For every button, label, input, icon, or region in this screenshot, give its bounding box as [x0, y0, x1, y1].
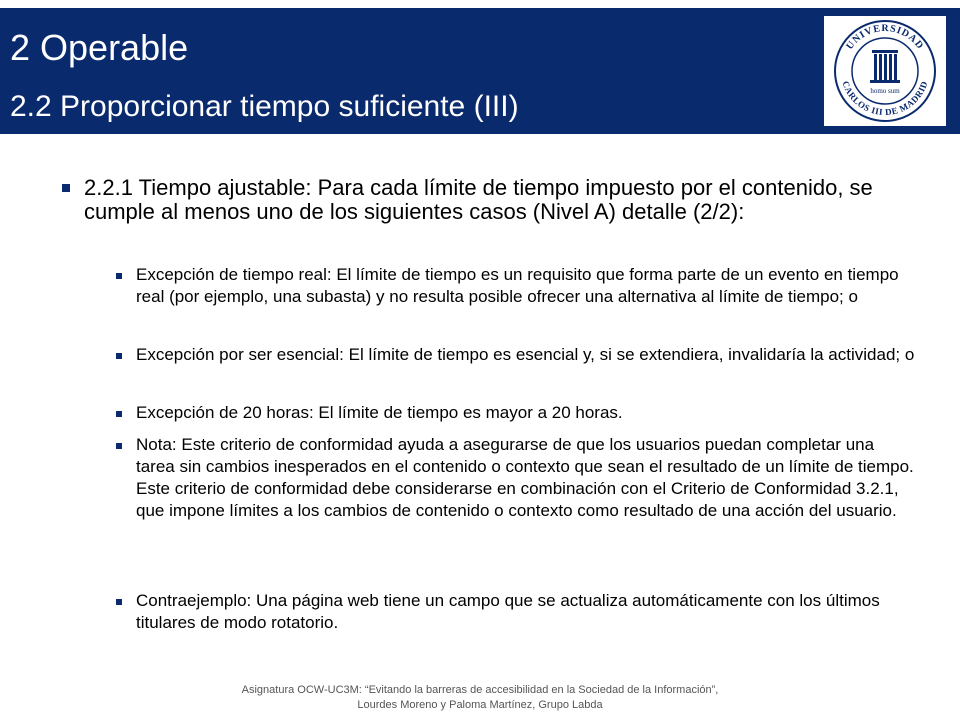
- square-bullet-icon: [116, 353, 122, 359]
- sub-bullet-text: Excepción por ser esencial: El límite de tiempo es esencial y, si se extendiera, invalidaría la actividad; o: [136, 345, 915, 364]
- logo-motto: homo sum: [870, 87, 900, 95]
- logo-text-bottom: CARLOS III DE MADRID: [840, 79, 930, 118]
- square-bullet-icon: [116, 599, 122, 605]
- footer-line-authors: Lourdes Moreno y Paloma Martínez, Grupo Labda: [357, 699, 603, 711]
- main-bullet-text: 2.2.1 Tiempo ajustable: Para cada límite de tiempo impuesto por el contenido, se cumple al menos uno de los siguientes casos (Nivel A) detalle (2/2):: [84, 175, 873, 224]
- slide-subtitle: 2.2 Proporcionar tiempo suficiente (III): [10, 90, 519, 123]
- slide-footer: [0, 683, 960, 713]
- footer-line-course: Asignatura OCW-UC3M: “Evitando la barreras de accesibilidad en la Sociedad de la Información”,: [241, 684, 719, 696]
- university-seal-icon: [824, 16, 946, 126]
- svg-text:CARLOS III DE MADRID: [840, 80, 929, 118]
- logo-text-top: UNIVERSIDAD: [844, 22, 926, 52]
- sub-bullet-text: Excepción de tiempo real: El límite de tiempo es un requisito que forma parte de un evento en tiempo real (por ejemplo, una subasta) y no resulta posible ofrecer una alternativa al límite de tiempo; o: [136, 265, 899, 306]
- sub-bullet-text: Excepción de 20 horas: El límite de tiempo es mayor a 20 horas.: [136, 403, 623, 422]
- sub-bullet-text: Contraejemplo: Una página web tiene un campo que se actualiza automáticamente con los últimos titulares de modo rotatorio.: [136, 591, 880, 632]
- slide-header: [0, 8, 960, 134]
- square-bullet-icon: [62, 184, 70, 192]
- square-bullet-icon: [116, 443, 122, 449]
- square-bullet-icon: [116, 411, 122, 417]
- slide-title: 2 Operable: [10, 27, 189, 68]
- sub-bullet-text: Nota: Este criterio de conformidad ayuda a asegurarse de que los usuarios puedan completar una tarea sin cambios inesperados en el contenido o contexto que sean el resultado de un límite de tiempo. Este criterio de conformidad debe considerarse en combinación con el Criterio de Conformidad 3.2.1, que impone límites a los cambios de contenido o contexto como resultado de una acción del usuario.: [136, 435, 914, 520]
- university-logo: [824, 16, 946, 126]
- square-bullet-icon: [116, 273, 122, 279]
